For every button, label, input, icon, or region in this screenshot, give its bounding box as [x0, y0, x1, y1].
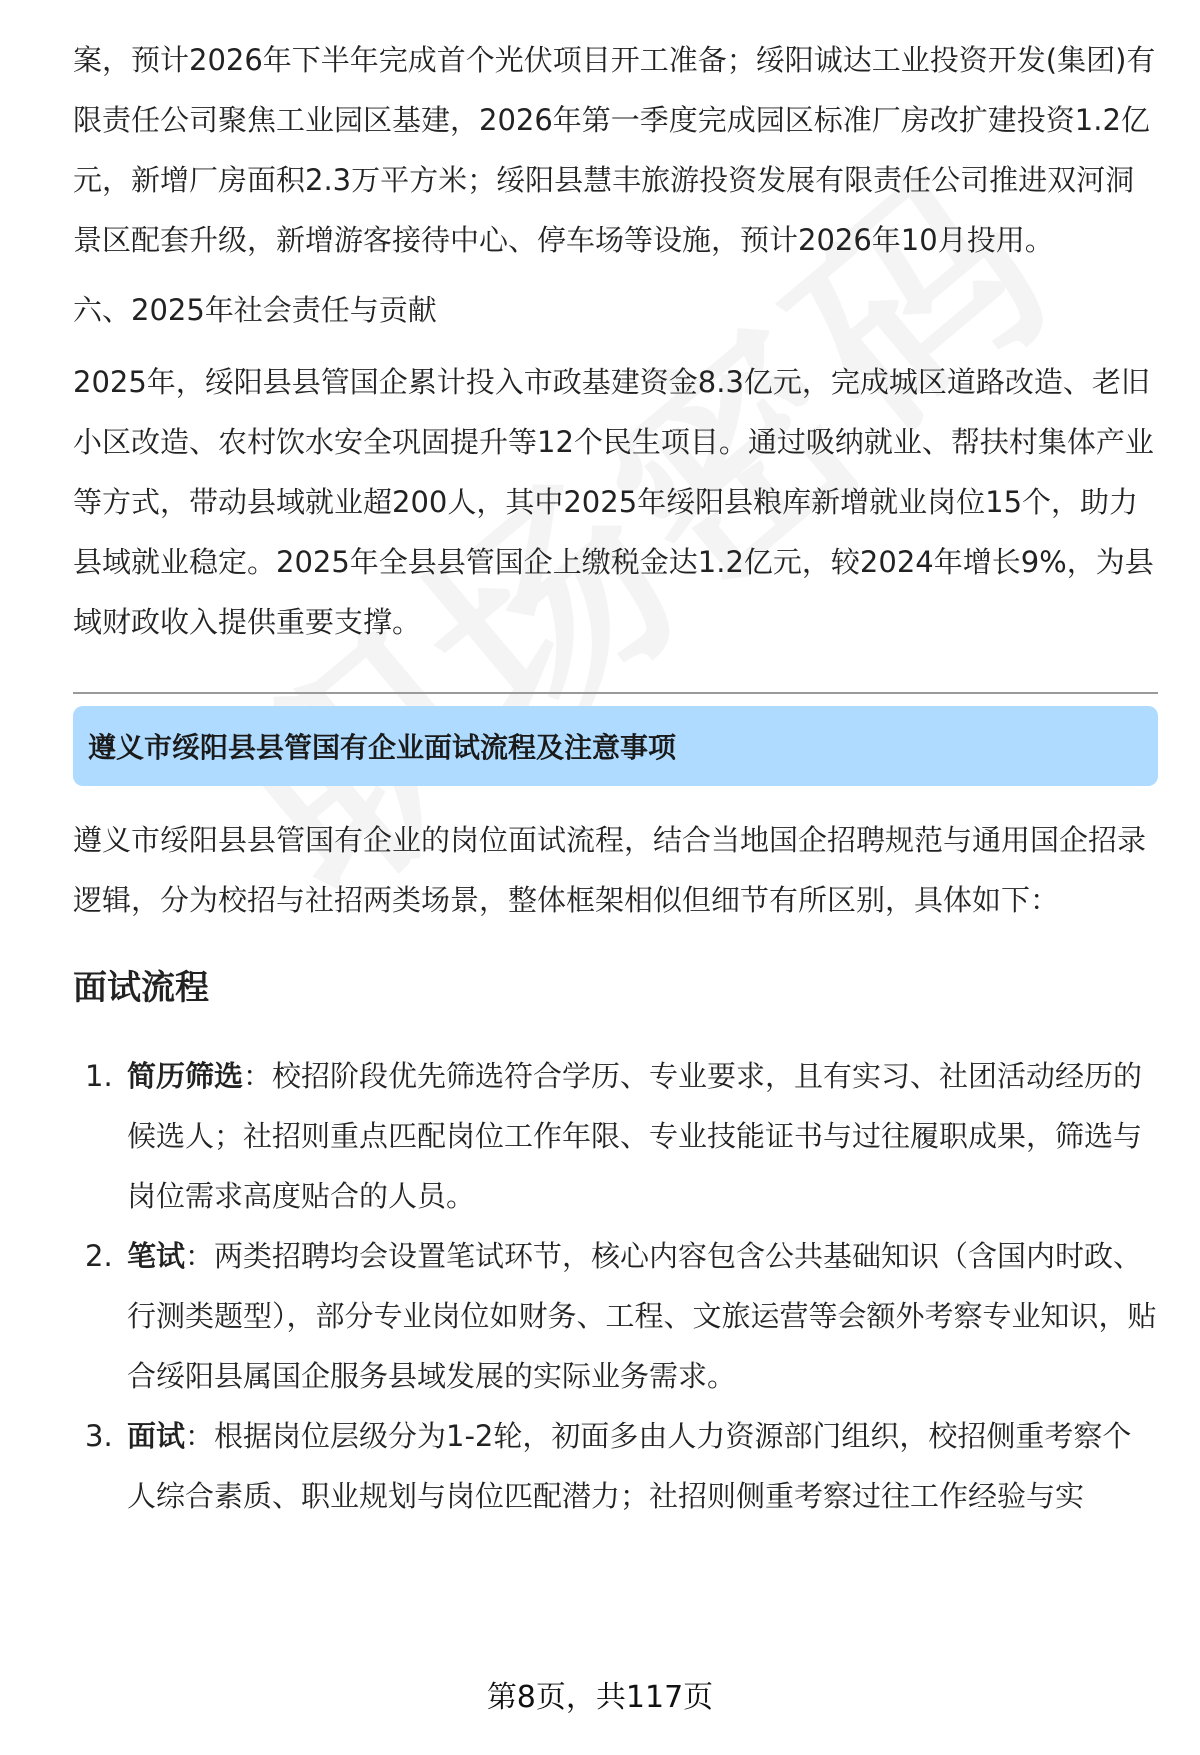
step-term: 面试	[127, 1419, 186, 1453]
intro-paragraph: 案，预计2026年下半年完成首个光伏项目开工准备；绥阳诚达工业投资开发(集团)有限责任公司聚焦工业园区基建，2026年第一季度完成园区标准厂房改扩建投资1.2亿元，新增厂房面积2.3万平方米；绥阳县慧丰旅游投资发展有限责任公司推进双河洞景区配套升级，新增游客接待中心、停车场等设施，预计2026年10月投用。	[73, 43, 1156, 257]
list-item	[73, 1226, 1158, 1406]
section-six-paragraph: 2025年，绥阳县县管国企累计投入市政基建资金8.3亿元，完成城区道路改造、老旧小区改造、农村饮水安全巩固提升等12个民生项目。通过吸纳就业、帮扶村集体产业等方式，带动县域就业超200人，其中2025年绥阳县粮库新增就业岗位15个，助力县域就业稳定。2025年全县县管国企上缴税金达1.2亿元，较2024年增长9%，为县域财政收入提供重要支撑。	[73, 365, 1154, 639]
process-heading: 面试流程	[73, 968, 209, 1008]
step-text: ：两类招聘均会设置笔试环节，核心内容包含公共基础知识（含国内时政、行测类题型），部分专业岗位如财务、工程、文旅运营等会额外考察专业知识，贴合绥阳县属国企服务县域发展的实际业务需求。	[127, 1239, 1157, 1393]
list-item	[73, 1406, 1158, 1526]
process-steps-list	[73, 1046, 1158, 1526]
step-term: 简历筛选	[127, 1059, 244, 1093]
page-footer: 第8页，共117页	[486, 1680, 714, 1715]
step-number: 2.	[85, 1239, 113, 1273]
banner-title: 遵义市绥阳县县管国有企业面试流程及注意事项	[88, 731, 677, 764]
step-number: 1.	[85, 1059, 113, 1093]
section-banner	[73, 706, 1158, 786]
step-text: ：根据岗位层级分为1-2轮，初面多由人力资源部门组织，校招侧重考察个人综合素质、职业规划与岗位匹配潜力；社招则侧重考察过往工作经验与实	[127, 1419, 1132, 1513]
step-number: 3.	[85, 1419, 113, 1453]
document-body	[73, 30, 1158, 1526]
step-text: ：校招阶段优先筛选符合学历、专业要求，且有实习、社团活动经历的候选人；社招则重点匹配岗位工作年限、专业技能证书与过往履职成果，筛选与岗位需求高度贴合的人员。	[127, 1059, 1143, 1213]
list-item	[73, 1046, 1158, 1226]
section-six-heading: 六、2025年社会责任与贡献	[73, 293, 437, 327]
banner-intro-paragraph: 遵义市绥阳县县管国有企业的岗位面试流程，结合当地国企招聘规范与通用国企招录逻辑，分为校招与社招两类场景，整体框架相似但细节有所区别，具体如下：	[73, 823, 1147, 917]
step-term: 笔试	[127, 1239, 186, 1273]
